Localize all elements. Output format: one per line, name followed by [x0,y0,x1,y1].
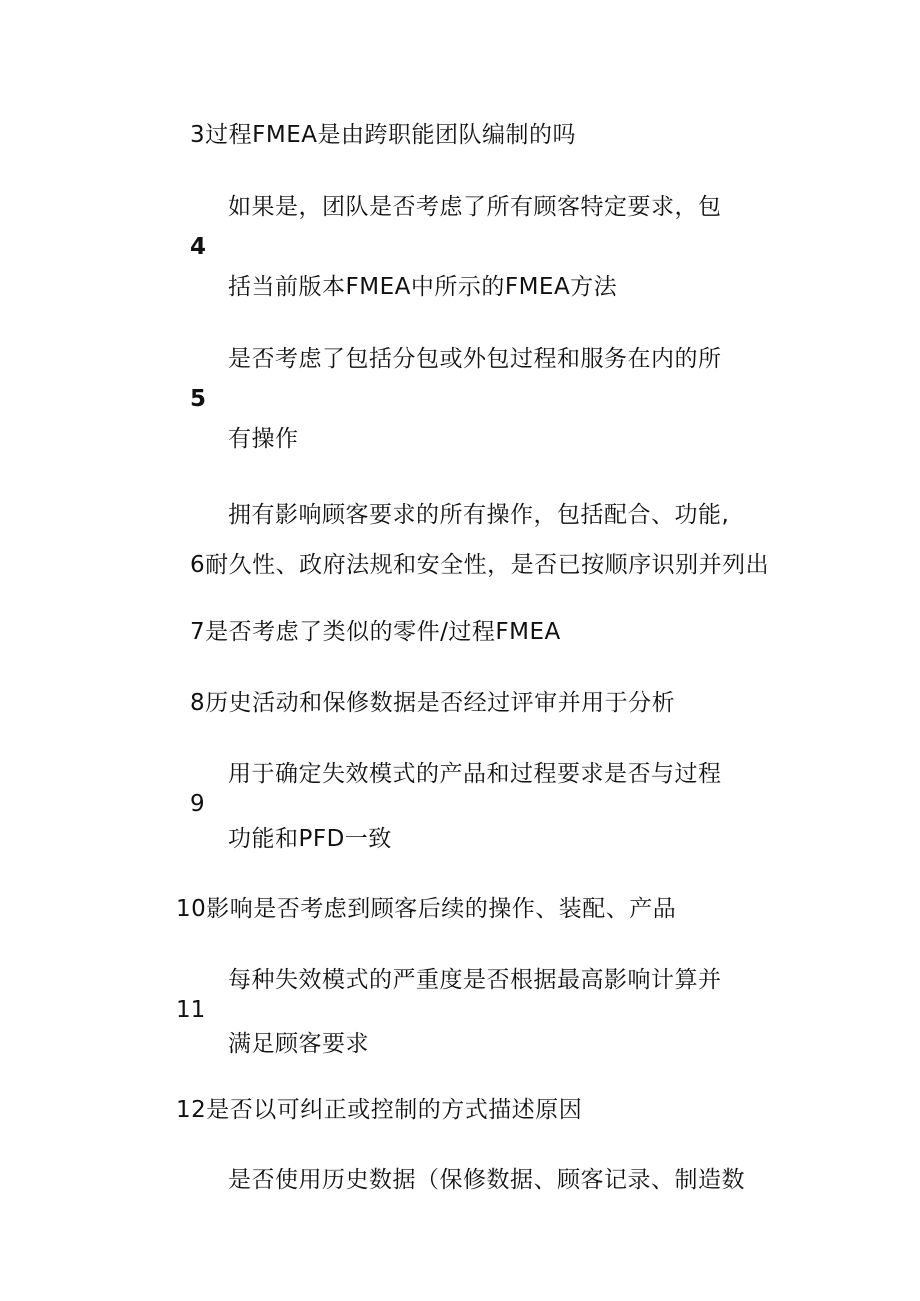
item-number: 8 [190,690,206,716]
item-text: 历史活动和保修数据是否经过评审并用于分析 [205,690,676,716]
item-number-4: 4 [190,234,207,260]
checklist-item-8 [190,688,675,718]
checklist-item-6-line-1: 拥有影响顾客要求的所有操作，包括配合、功能, [228,502,730,528]
item-number: 6 [190,552,206,578]
checklist-item-4-line-2: 括当前版本FMEA中所示的FMEA方法 [228,274,618,300]
checklist-item-13-line-1: 是否使用历史数据（保修数据、顾客记录、制造数 [228,1167,745,1193]
item-text: 是否考虑了类似的零件/过程FMEA [205,619,561,645]
checklist-item-6-line-2 [190,550,769,580]
checklist-item-9-line-1: 用于确定失效模式的产品和过程要求是否与过程 [228,761,722,787]
checklist-item-11-line-2: 满足顾客要求 [228,1031,369,1057]
checklist-item-9-line-2: 功能和PFD一致 [228,826,392,852]
checklist-item-5-line-2: 有操作 [228,426,299,452]
item-number-9: 9 [190,791,205,817]
checklist-item-3 [190,120,576,150]
checklist-item-12 [176,1095,582,1125]
item-number-5: 5 [190,386,207,412]
item-text: 影响是否考虑到顾客后续的操作、装配、产品 [206,896,677,922]
item-text: 过程FMEA是由跨职能团队编制的吗 [205,122,576,148]
item-number: 10 [176,896,207,922]
checklist-item-11-line-1: 每种失效模式的严重度是否根据最高影响计算并 [228,967,722,993]
item-number: 12 [176,1097,207,1123]
checklist-item-10 [176,894,676,924]
checklist-item-5-line-1: 是否考虑了包括分包或外包过程和服务在内的所 [228,346,722,372]
item-number: 3 [190,122,206,148]
item-text: 耐久性、政府法规和安全性，是否已按顺序识别并列出 [205,552,770,578]
checklist-item-7 [190,617,561,647]
item-text: 是否以可纠正或控制的方式描述原因 [206,1097,583,1123]
checklist-item-4-line-1: 如果是，团队是否考虑了所有顾客特定要求，包 [228,194,722,220]
item-number-11: 11 [176,997,206,1023]
item-number: 7 [190,619,206,645]
